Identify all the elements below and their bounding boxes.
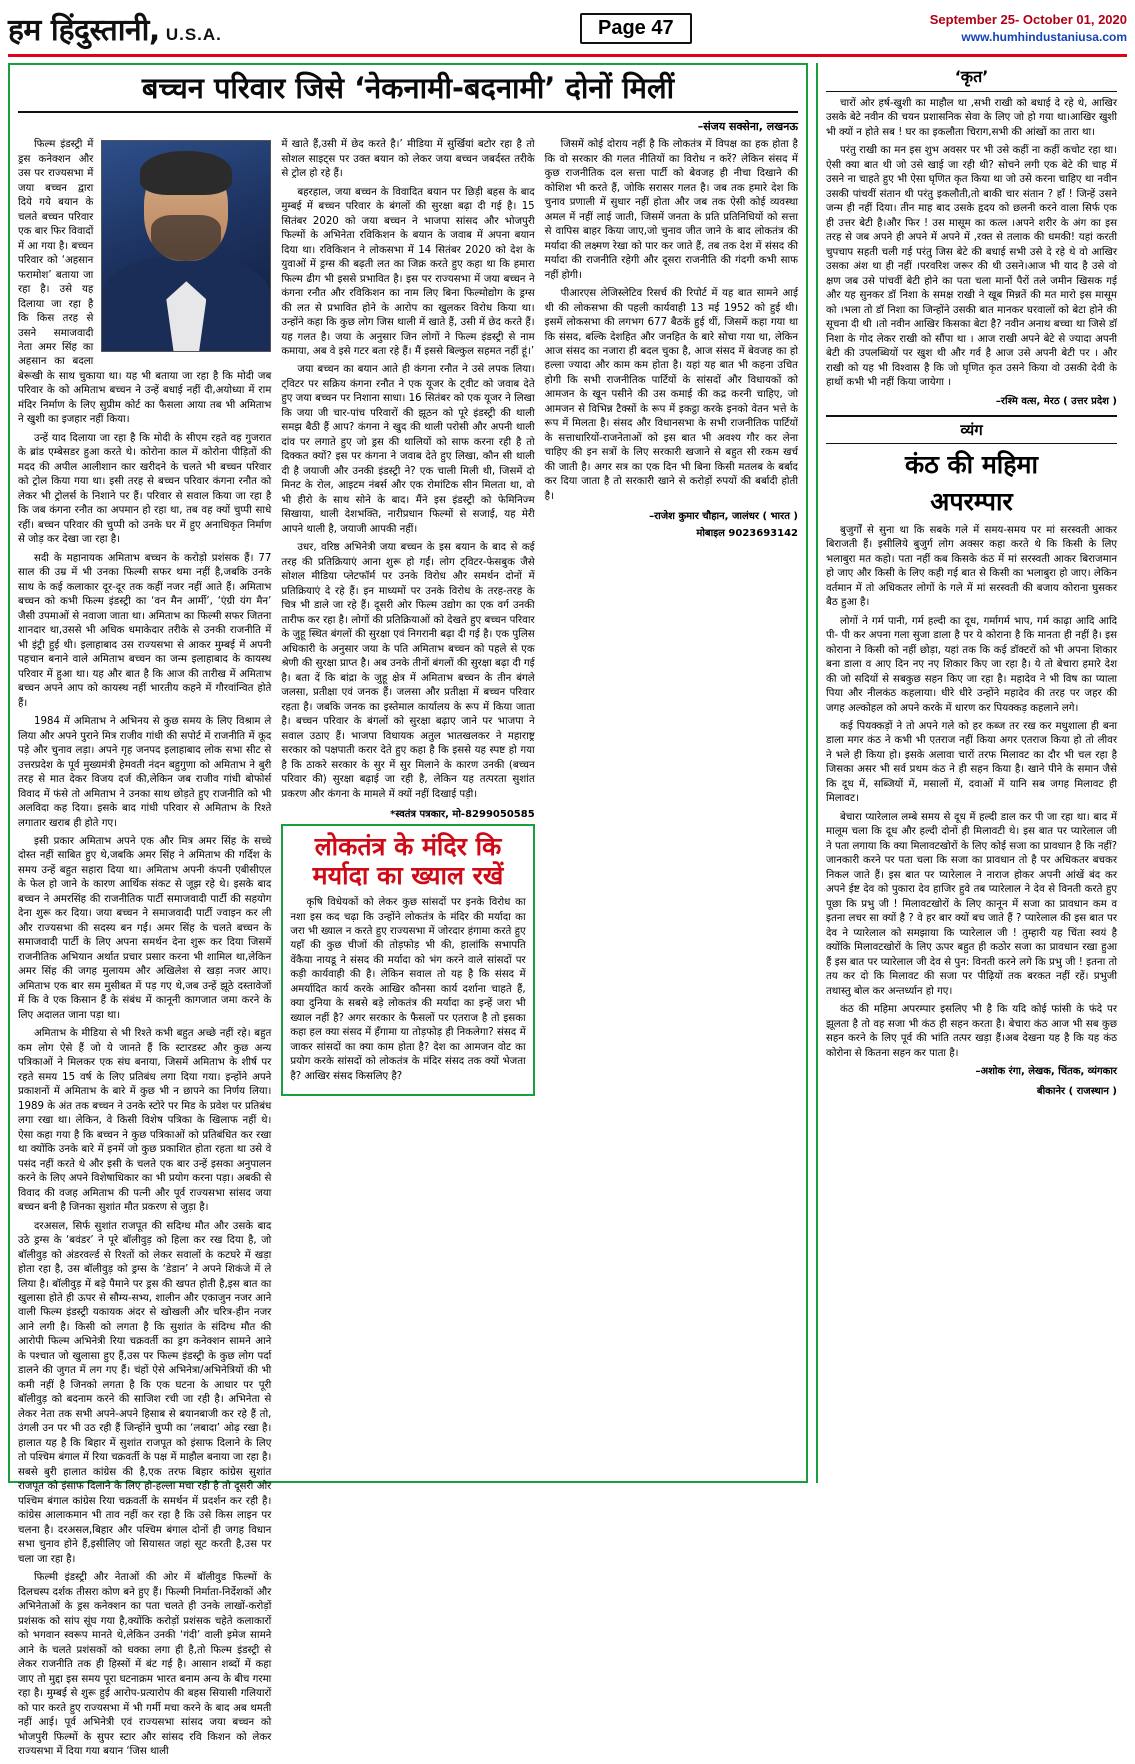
divider (826, 91, 1117, 92)
masthead (8, 6, 1127, 57)
paragraph: उन्हें याद दिलाया जा रहा है कि मोदी के सीएम रहते वह गुजरात के ब्रांड एम्बेसडर हुआ करते थे। कोरोना काल में कोरोना पीड़ितों की मदद की अपील आलीशान कार खरीदने के चलते भी बच्चन परिवार को ट्रोल किया गया था। इसी तरह से बच्चन परिवार कंगना रनौत को लेकर भी ट्रोलर्स के निशाने पर हैं। परिवार से सवाल किया जा रहा है कि जब कंगना रनौत का अपमान हो रहा था, तब वह क्यों चुप्पी साधे रहीं। बच्चन परिवार की चुप्पी को उनके घर में हुए अनाधिकृत निर्माण से जोड़ कर देखा जा रहा है। (18, 432, 272, 546)
paragraph: लोगों ने गर्म पानी, गर्म हल्दी का दूध, गर्मागर्म भाप, गर्म काढ़ा आदि आदि पी- पी कर अपना गला सुजा डाला है पर ये कोराना है कि मानता ही नहीं है। इस कोराना ने किसी को नहीं छोड़ा, यहां तक कि कई डॉक्टरों को भी अपना शिकार बना डाला व आए दिन नए नए शिकार किए जा रहा है। ये तो बेचारा हमारे देश की जो सदियों से सबकुछ सहन किए जा रहा है। महादेव ने भी विष का प्याला पिया और नीलकंठ कहलाया। धीरे धीरे उन्होंने महादेव की तरह पर जहर की जगह अल्कोहल को अपने करके में धारण कर पियक्कड़ कहलाने लगे। (826, 615, 1117, 714)
paragraph: बहरहाल, जया बच्चन के विवादित बयान पर छिड़ी बहस के बाद मुम्बई में बच्चन परिवार के बंगलों की सुरक्षा बढ़ा दी गई है। 15 सितंबर 2020 को जया बच्चन ने भाजपा सांसद और भोजपुरी फिल्मों के अभिनेता रविकिशन के बयान के जवाब में अपना बयान दिया था। रविकिशन ने लोकसभा में 14 सितंबर 2020 को देश के युवाओं में ड्रग्स की बढ़ती लत का जिक्र करते हुए कहा था कि हमारा फिल्म ढीग भी इससे प्रभावित है। इस पर राज्यसभा में जया बच्चन ने कंगना रनौत और रविकिशन का नाम लिए बिना फिल्मोद्योग के ड्रग्स की लत से प्रभावित होने के आरोप का खुलकर विरोध किया था। उन्होंने कहा कि कुछ लोग जिस थाली में खाते हैं, उसी में छेद करते हैं। यह गलत है। जया के अनुसार जिन लोगों ने फिल्म इंडस्ट्री से नाम कमाया, अब वे इसे गटर बता रहे हैं। मैं इससे बिल्कुल सहमत नहीं हूं।’ (281, 186, 535, 357)
story-signature-krit: –रश्मि वत्स, मेरठ ( उत्तर प्रदेश ) (995, 395, 1117, 407)
paragraph: बेचारा प्यारेलाल लम्बे समय से दूध में हल्दी डाल कर पी जा रहा था। बाद में मालूम चला कि दूध और हल्दी दोनों ही मिलावटी थे। इस बात पर प्यारेलाल जी ने पता लगाया कि क्या मिलावटखोरों के लिए कोई सजा का प्रावधान है कि नहीं? जानकारी करने पर पता चला कि सजा का प्रावधान तो है पर अधिकतर बचकर निकल जाते हैं। इस बात पर प्यारेलाल ने नाराज होकर अपनी आंखें बंद कर अपने ईष्ट देव को पुकारा देव हाजिर हुवे तब प्यारेलाल ने देव से विनती करते हुए पूछा कि प्रभु जी ! मिलावटखोरों के लिए कानून में सजा का प्रावधान कम व इतना लचर सा क्यों है ? वे हर बार क्यों बच जाते हैं ? प्यारेलाल की इस बात पर देव ने प्यारेलाल को समझाया कि प्यारेलाल जी ! तुम्हारी यह चिंता स्वयं है क्योंकि मिलावटखोरों के लिए ऊपर बहुत ही कठोर सजा का प्रावधान रखा हुआ हैं इस बात पर प्यारेलाल जी देव से पुन: विनती करने लगे कि प्रभु जी ! इतना तो तय कर दो कि मिलावट की सजा पर पीढ़ियों तक बरकत नहीं रहें। प्रभुजी तथास्तु बोल कर अन्तर्ध्यान हो गए। (826, 811, 1117, 997)
main-article (8, 63, 808, 1758)
story-signature-kanth-2: बीकानेर ( राजस्थान ) (1036, 1086, 1117, 1098)
website-url[interactable]: www.humhindustaniusa.com (961, 29, 1127, 44)
paragraph: अमिताभ के मीडिया से भी रिश्ते कभी बहुत अच्छे नहीं रहे। बहुत कम लोग ऐसे हैं जो ये जानते हैं कि स्टारडस्ट और कुछ अन्य पत्रिकाओं ने मिलकर एक संघ बनाया, जिसमें अमिताभ के शीर्ष पर रहते समय 15 वर्ष के लिए प्रतिबंध लगा दिया गया। इन्होंने अपने प्रकाशनों में अमिताभ के बारे में कुछ भी न छापने का निर्णय लिया। 1989 के अंत तक बच्चन ने उनके स्टोरे पर मिड के प्रवेश पर प्रतिबंध लगा रखा था। लेकिन, वे किसी विशेष पत्रिका के खिलाफ नहीं थे। ऐसा कहा गया है कि बच्चन ने कुछ पत्रिकाओं को प्रतिबंधित कर रखा था क्योंकि उनके बारे में इनमें जो कुछ प्रकाशित होता रहता था उसे वे पसंद नहीं करते थे और इसी के चलते एक बार उन्हें इसका अनुपालन करने के लिए अपने विशेषाधिकार का भी प्रयोग करना पड़ा। अबकी से विवाद की वजह अमिताभ की पत्नी और पूर्व राज्यसभा सांसद जया बच्चन बनी है जिनका सुशांत मौत प्रकरण से जुड़ा है। (18, 1028, 272, 1214)
paragraph: चारों ओर हर्ष-खुशी का माहौल था ,सभी राखी को बधाई दे रहे थे, आखिर उसके बेटे नवीन की चयन प्रशासनिक सेवा के लिए जो हो गया था।आखिर खुशी भी क्यों न होते सब ! घर का इकलौता चिराग,सभी की आंखों का तारा था। (826, 98, 1117, 138)
logo-hindi-text: हम हिंदुस्तानी, (8, 12, 160, 48)
article-byline: –संजय सक्सेना, लखनऊ (697, 120, 798, 134)
paragraph: फिल्म इंडस्ट्री में ड्रस कनेक्शन और उस पर राज्यसभा में जया बच्चन द्वारा दिये गये बयान के चलते बच्चन परिवार एक बार फिर विवादों में आ गया है। बच्चन परिवार को ‘अहसान फरामोश’ बताया जा रहा है। उसे यह दिलाया जा रहा है कि किस तरह से उसने समाजवादी नेता अमर सिंह का अहसान का बदला बेरूखी के साथ चुकाया था। यह भी बताया जा रहा है कि मोदी जब परिवार के को अमिताभ बच्चन ने उन्हें बधाई नहीं दी,अयोध्या में राम मंदिर निर्माण के लिए सुप्रीम कोर्ट का फैसला आया तब भी अमिताभ ने खुशी का इजहार नहीं किया। (18, 139, 272, 426)
page-number-badge: Page 47 (580, 13, 692, 44)
story-title-kanth-2: अपरम्पार (930, 486, 1013, 516)
paragraph: दरअसल, सिर्फ सुशांत राजपूत की सदिग्ध मौत और उसके बाद उठे ड्रग्स के ‘बवंडर’ ने पूरे बॉलीवुड़ को हिला कर रख दिया है, जो बॉलीवुड़ को अंडरवर्ल्ड से रिश्तों को लेकर सवालों के कटघरे में खड़ा होता रहा है, उस बॉलीवुड़ को ड्रग्स के ‘डेडान’ ने अपने शिकंजे में ले लिया है। बॉलीवुड़ में बड़े पैमाने पर ड्रस की खपत होती है,इस बात का खुलासा होते ही ऊपर से सौम्य-सभ्य, शालीन और एकाजुन नजर आने वाली फिल्म इंडस्ट्री यकायक अंदर से खोखली और चरित्र-हीन नजर आने लगी है। किसी को लगता है कि सुशांत के संदिग्ध मौत की आरोपी फिल्म अभिनेत्री रिया चक्रवर्ती का ड्रग कनेक्शन सामने आने के पश्चात जो खुलासा हुए हैं,उस पर फिल्म इंडस्ट्री के कुछ लोग पर्दा डालने की जुगत में लग गए हैं। चंहों ऐसे अभिनेत्रा/अभिनेत्रियों की भी कमी नहीं है जिनको लगता है कि एक घटना के आधार पर पूरी बॉलीवुड़ को बदनाम करने की साजिश रची जा रही है। अभिनेता से लेकर नेता तक सभी अपने-अपने हिसाब से बयानबाजी कर रहे हैं तो, उंगली उन पर भी उठ रही हैं जिन्होंने चुप्पी का ‘लबादा’ ओढ़ रखा है। हालात यह है कि बिहार में सुशांत राजपूत को इंसाफ दिलाने के लिए तो पश्चिम बंगाल में रिया चक्रवर्ती के पक्ष में माहौल बनाया जा रहा है। सबसे बुरी हालात कांग्रेस की है,एक तरफ बिहार कांग्रेस सुशांत राजपूत को इंसाफ दिलाने के लिए हो-हल्ला मचा रही है तो दूसरी ओर पश्चिम बंगाल कांग्रेस रिया चक्रवर्ती के समर्थन में प्रदर्शन कर रही है। कांग्रेस आलाकमान भी ताव नहीं कर रहा है कि उसे किस लाइन पर चलना है। दरअसल,बिहार और पश्चिम बंगाल दोनों ही जगह विधान सभा चुनाव होने हैं,इसीलिए जो सियासत जहां सूट करती है,उस पर चला जा रहा है। (18, 1220, 272, 1565)
paragraph: कंठ की महिमा अपरम्पार इसलिए भी है कि यदि कोई फांसी के फंदे पर झूलता है तो वह सजा भी कंठ ही सहन करता है। बेचारा कंठ आज भी सब कुछ सहन करने के लिए पूर्व की भांति तत्पर खड़ा हैं।अब देखना यह है कि यह कंठ कोरोना से कितना सहन कर पाता है। (826, 1004, 1117, 1059)
page-body (8, 63, 1127, 1758)
paragraph: कई पियक्कड़ों ने तो अपने गले को हर कब्ज तर रख कर मधुशाला ही बना डाला मगर कंठ ने कभी भी एतराज नहीं किया अगर एतराज किया हो तो लीवर ने भले ही किया हो। इसके अलावा चारों तरफ मिलावट का दौर भी चल रहा है जिसका असर भी सर्व प्रथम कंठ ने ही सहन किया है। खाने पीने के समान जैसे कि दूध में, सब्जियों में, मसालों में, दवाओं में यानि सब जगह मिलावट ही मिलावट। (826, 720, 1117, 805)
section-label-vyang: व्यंग (826, 415, 1117, 444)
paragraph: कृषि विधेयकों को लेकर कुछ सांसदों पर इनके विरोध का नशा इस कद चढ़ा कि उन्होंने लोकतंत्र के मंदिर की मर्यादा का जरा भी ख्याल न करते हुए राज्यसभा में जोरदार हंगामा करते हुए यहाँ की कुछ चीजों की तोड़फोड़ भी की, हालांकि सभापति वेंकैया नायडू ने संसद की मर्यादा को भंग करने वाले सांसदों पर कड़ी कार्यवाही की है। लेकिन सवाल तो यह है कि संसद में अमर्यादित कार्य करके आखिर कौनसा कार्य दर्शाना चाहते हैं, क्या दुनिया के सबसे बड़े लोकतंत्र की मर्यादा का इन्हें जरा भी ख्याल नहीं है? अगर सरकार के फैसलों पर एतराज है तो इसका कहा हल क्या संसद में हँगामा या तोड़फोड़ ही निकलेगा? संसद में जाकर सांसदों का क्या काम होता है? देश का आमजन वोट का प्रयोग करके सांसदों को लोकतंत्र के मंदिर संसद तक क्यों भेजता है? आखिर संसद किसलिए है? (290, 897, 526, 1082)
article-headline: बच्चन परिवार जिसे ‘नेकनामी-बदनामी’ दोनों मिलीं (18, 71, 798, 113)
article-column-1 (18, 138, 271, 1763)
paragraph: उधर, वरिष्ठ अभिनेत्री जया बच्चन के इस बयान के बाद से कई तरह की प्रतिक्रियाएं आना शुरू हो गईं। लोग ट्विटर-फेसबुक जैसे सोशल मीडिया प्लेटफॉर्म पर उनके विरोध और समर्थन दोनों में प्रतिक्रियाएं दे रहे हैं। इन माध्यमों पर उनके विरोध के तरह-तरह के चित्र भी डाले जा रहे हैं। दूसरी ओर फिल्म उद्योग का एक वर्ग उनकी तारीफ कर रहा है। लोगों की प्रतिक्रियाओं को देखते हुए बच्चन परिवार के जुहू स्थित बंगलों की सुरक्षा एवं निगरानी बढ़ा दी गई है। एक पुलिस अधिकारी के अनुसार जया के पति अमिताभ बच्चन को पहले से एक श्रेणी की सुरक्षा प्राप्त है। अब उनके तीनों बंगलों की सुरक्षा बढ़ा दी गई है। बता दें कि बांद्रा के जुहू क्षेत्र में अमिताभ बच्चन के तीन बंगले जलसा, प्रतीक्षा एवं जनक हैं। जलसा और प्रतीक्षा में बच्चन परिवार रहता है। जबकि जनक का इस्तेमाल कार्यालय के रूप में किया जाता है। बच्चन परिवार के बंगलों को सुरक्षा बढ़ाए जाने पर भाजपा ने सवाल उठाए हैं। भाजपा विधायक अतुल भातखलकर ने महाराष्ट्र सरकार को पक्षपाती करार देते हुए कहा है कि इससे यह स्पष्ट हो गया है कि ठाकरे सरकार के सुर में सुर मिलाने के कारण उनकी (बच्चन परिवार की) सुरक्षा बढ़ाई जा रही है, लेकिन यह तत्परता सुशांत प्रकरण और कंगना के मामले में क्यों नहीं दिखाई पड़ी। (281, 542, 535, 800)
paragraph: सदी के महानायक अमिताभ बच्चन के करोड़ो प्रशंसक हैं। 77 साल की उम्र में भी उनका फिल्मी सफर थमा नहीं है,जबकि उनके साथ के कई कलाकार दूर-दूर तक कहीं नजर नहीं आते हैं। अमिताभ बच्चन को कभी फिल्म इंडस्ट्री का ‘वन मैन आर्मी’, ‘एंग्री यंग मैन’ जैसी उपमाओं से नवाजा जाता था। अमिताभ का फिल्मी सफर जितना शानदार था,उससे भी अधिक धमाकेदार तरीके से उनकी राजनीति में भी इंट्री हुई थी। इलाहाबाद उस राज्यसभा से आकर मुम्बई में अपनी पहचान बनाने वाले अमिताभ बच्चन का जन्म इलाहाबाद के कायस्थ परिवार में हुआ था। यह और बात है कि आज की तारीख में अमिताभ बच्चन अपने आप को कायस्थ नहीं भारतीय कहने में गौरवांन्वित होते हैं। (18, 552, 272, 709)
amitabh-bachchan-photo (101, 140, 271, 352)
article-column-2 (281, 138, 534, 1763)
paragraph: परंतु राखी का मन इस शुभ अवसर पर भी उसे कहीं ना कहीं कचोट रहा था। ऐसी क्या बात थी जो उसे खाई जा रही थी? सोचने लगी एक बेटे की चाह में उसने ना चाहते हुए भी ऐसा घृणित कृत किया था जो उसे करना चाहिए था नवीन उसकी पांचवीं संतान थी परंतु इकलौती,तो बाकी चार संतान ? हाँ ! जिन्हें उसने जन्म ही नहीं दिया। तीन माह बाद उसके हृदय को छलनी करने वाला सिर्फ एक ही उत्तर बेटी है।और फिर ! उस मासूम का कत्ल ।अपने शरीर के अंग का इस तरह से जब अपने ही अपने में अपने में ,रक्त से तलाक की धमकी! यहां करती चुपचाप सहती चली गई परंतु जिस बेटे की बधाई सभी उसे दे रहे थे वो आखिर उसका अंश था ही नहीं ।परवरिश जरूर की थी उसने।आज भी याद है उसे वो क्षण जब उसे पांचवीं बेटी होने का पता चला मानों पैरों तले जमीन खिसक गई और यह सुनकर डॉ निशा के समक्ष राखी ने खूब मिन्नतें की मत मारो इस मासूम को ।भला तो डॉ निशा का जिन्होंने उसकी बात मानकर घरवालों को बेटा होने की सूचना दी थी ।तो नवीन आखिर किसका बेटा है? नवीन अनाथ बच्चा था जिसे डॉ निशा के गोद लेकर राखी को सौंपा था । आज राखी अपने बेटे से ज्यादा अपनी बेटी की उपलब्धियों पर खुश थी और गर्व है आज उसे अपनी बेटी पर । और राखी को यह भी विश्वास है कि जो घृणित कृत उसने किया वो उसकी देवी के हाथों कभी भी नहीं किया जायेगा । (826, 145, 1117, 389)
photo-beard (151, 215, 221, 261)
paragraph: इसी प्रकार अमिताभ अपने एक और मित्र अमर सिंह के सच्चे दोस्त नहीं साबित हुए थे,जबकि अमर सिंह ने अमिताभ की गर्दिश के समय उन्हें बहुत सहारा दिया था। अमिताभ अपनी कंपनी एबीसीएल के फेल हो जाने के कारण आर्थिक संकट से जूझ रहे थे। इसके बाद बच्चन ने अमरसिंह की राजनीतिक पार्टी समाजवादी पार्टी की सहयोग देना शुरू कर दिया। जया बच्चन ने समाजवादी पार्टी ज्वाइन कर ली और राज्यसभा की सदस्य बन गईं। अमर सिंह के चलते बच्चन के समाजवादी पार्टी के लिए अपना समर्थन देना शुरू कर दिया जिसमें राजनीतिक अभियान अर्थात प्रचार प्रसार करना भी शामिल था,लेकिन अमर सिंह की जगह मुलायम और अखिलेश से खड़ा नजर आए। अमिताभ एक बार सम मुसीबत में पड़ गए थे,जब उन्हें झूठे दस्तावेजों में कि वे एक किसान हैं के संबंध में कानूनी कागजात जमा करने के लिए अदालत जाना पड़ा था। (18, 835, 272, 1021)
paragraph: 1984 में अमिताभ ने अभिनय से कुछ समय के लिए विश्राम ले लिया और अपने पुराने मित्र राजीव गांधी की सपोर्ट में राजनीति में कूद पड़े और चुनाव लड़ा। अपने गृह जनपद इलाहाबाद लोक सभा सीट से उत्तरप्रदेश के पूर्व मुख्यमंत्री हेमवती नंदन बहुगुणा को अमिताभ ने बुरी तरह से मात देकर विजय दर्ज की,लेकिन जब राजीव गांधी बोफोर्स विवाद में फंसे तो अमिताभ ने उनका साथ छोड़ते हुए राजनीति को भी अलविदा कह दिया। इसके बाद गांधी परिवार से अमिताभ के रिश्ते लगातार खराब ही होते गए। (18, 716, 272, 829)
article-columns (18, 138, 798, 1763)
paragraph: जया बच्चन का बयान आते ही कंगना रनौत ने उसे लपक लिया। ट्विटर पर सक्रिय कंगना रनौत ने एक यूजर के ट्वीट को जवाब देते हुए जया बच्चन पर निशाना साधा। 16 सितंबर को एक यूजर ने लिखा कि जया जी चार-पांच परिवारों की झूठन को पूरे इंडस्ट्री की थाली समझ बैठी हैं आप? कंगना ने खुद की थाली परोसी और अपनी थाली दांव पर लगाते हुए जो ड्रस की थालियों को साफ करना रही है तो दिक्कत क्यों? इस पर कंगना ने जवाब देते हुए लिखा, कौन सी थाली दी है जयाजी और उनकी इंडस्ट्री ने? एक चाली मिली थी, जिसमें दो मिनट के रोल, आइटम नंबर्स और एक रोमांटिक सीन मिलता था, वो भी हीरो के साथ सोने के बाद। मैंने इस इंडस्ट्री को फेमिनिज्म सिखाया, थाली देशभक्ति, नारीप्रधान फिल्मों से सजाई, यह मेरी आपने थाली है, जयाजी आपकी नहीं। (281, 364, 535, 535)
story-title-krit: ‘कृत’ (954, 67, 989, 86)
article-footnote: *स्वतंत्र पत्रकार, मो-8299050585 (390, 809, 535, 821)
boxed-article-signature-2: मोबाइल 9023693142 (696, 528, 798, 540)
masthead-meta (930, 11, 1127, 45)
issue-date: September 25- October 01, 2020 (929, 12, 1127, 28)
story-signature-kanth-1: –अशोक रंगा, लेखक, चिंतक, व्यंगकार (975, 1066, 1117, 1078)
photo-hair (140, 151, 232, 195)
boxed-article-signature-1: –राजेश कुमार चौहान, जालंधर ( भारत ) (649, 511, 798, 523)
boxed-article-loktantra (281, 824, 534, 1096)
paragraph: फिल्मी इंडस्ट्री और नेताओं की ओर में बॉलीवुड फिल्मों के दिलचस्प दर्शक तीसरा कोण बने हुए हैं। फिल्मी निर्माता-निर्देशकों और अभिनेताओं के ड्रस कनेक्शन का पता चलते ही उनके लाखों-करोड़ों प्रशंसक को सांप सूंघ गया है,क्योंकि करोड़ों प्रशंसक चहेते कलाकारों को भगवान स्वरूप मानते थे,लेकिन उनकी ‘गंदी’ वाली इमेज सामने आने के चलते प्रशंसकों को धक्का लगा ही है,तो फिल्म इंडस्ट्री से लेकर राजनीति तक ही हिस्सों में बंट गई है। आसान शब्दों में कहा जाए तो मुद्दा इस समय पूरा घटनाक्रम भारत बनाम अन्य के बीच गरमा रहा है। मुम्बई से शुरू हुई आरोप-प्रत्यारोप की बहस सियासी गलियारों को पार करते हुए राज्यसभा में भी गर्मी मचा करने के बाद अब थमती नहीं आई। पूर्व अभिनेत्री एवं राज्यसभा सांसद जया बच्चन को भोजपुरी फिल्मों के सुपर स्टार और सांसद रवि किशन को लेकर राज्यसभा में दिया गया बयान ‘जिस थाली (18, 1572, 272, 1758)
paragraph: पीआरएस लेजिस्लेटिव रिसर्च की रिपोर्ट में यह बात सामने आई थी की लोकसभा की पहली कार्यवाही 13 मई 1952 को हुई थी। इसमें लोकसभा की लगभग 677 बैठकें हुई थीं, जिसमें कहा गया था कि संसद, बल्कि देशहित और जनहित के बारे सोचा गया था, लेकिन आज संसद का नजारा ही बदल चुका है, आज संसद में बेवजह का हो हल्ला ज्यादा और काम कम होता है। यहां यह बात भी कहना उचित होगी कि सभी राजनीतिक पार्टियों के सांसदों और विधायकों को आमजन के खून पसीने की उस कमाई की कद्र करनी चाहिए, जो आमजन से विभिन्न टैक्सों के रूप में इकट्ठा करके इनको वेतन भत्ते के रूप में मिलता है। संसद और विधानसभा के सभी राजनीतिक पार्टियों के सत्ताधारियों-राजनेताओं को इस बात भी अवश्य गौर कर लेना चाहिए की इन सत्रों के लिए सरकारी खजाने से बहुत सी रकम खर्च की जाती है। अगर सत्र का एक दिन भी बिना किसी मतलब के बर्बाद कर दिया जाता है तो सरकारी खाने से करोड़ों रुपयों की बर्बादी होती है। (544, 288, 798, 502)
article-column-3 (545, 138, 798, 1763)
paragraph: जिसमें कोई दोराय नहीं है कि लोकतंत्र में विपक्ष का हक होता है कि वो सरकार की गलत नीतियों का विरोध न करें? लेकिन संसद में कुछ राजनीतिक दल सत्ता पार्टी को बेवजह ही नीचा दिखाने की कोशिश भी करते हैं, जोकि सरासर गलत है। जब तक हमारे देश कि चुनाव प्रणाली में सुधार नहीं होता और जब तक ऐसी कोई व्यवस्था अमल में नहीं लाई जाती, जिसमें जनता के प्रति प्रतिनिधियों को सत्ता से वापिस बाहर किया जाए,जो चुनाव जीत जाने के बाद लोकतंत्र की मर्यादा की लक्ष्मण रेखा को पार कर जाते हैं, तब तक देश में संसद की मर्यादा की राजनीति रहेगी और दूसरा राजनीति की गंदगी कभी साफ नहीं होगी। (544, 139, 798, 281)
paragraph: में खाते हैं,उसी में छेद करते है।’ मीडिया में सुर्खियां बटोर रहा है तो सोशल साइट्स पर उक्त बयान को लेकर जया बच्चन जबर्दस्त तरीके से ट्रोल हो रहे हैं। (281, 139, 535, 180)
masthead-logo (8, 8, 222, 49)
story-title-kanth-1: कंठ की महिमा (905, 449, 1038, 479)
logo-usa-text: U.S.A. (165, 24, 222, 44)
paragraph: बुजुर्गों से सुना था कि सबके गले में समय-समय पर मां सरस्वती आकर बिराजती हैं। इसीलिये बुजुर्ग लोग अक्सर कहा करते थे कि किसी के लिए भलाबुरा मत कहो। पता नहीं कब किसके कंठ में मां सरस्वती आकर बिराजमान हो जाए और किसी के लिए कही गई बात से किसी का भलाबुरा हो जाए। लेकिन वर्तमान में तो अधिकतर लोगों के गले में मां सरस्वती की बजाय कोराना घुसकर बैठ हुआ है। (826, 524, 1117, 609)
boxed-article-headline: लोकतंत्र के मंदिर कि मर्यादा का ख्याल रखें (312, 832, 504, 891)
right-column (816, 63, 1119, 1483)
